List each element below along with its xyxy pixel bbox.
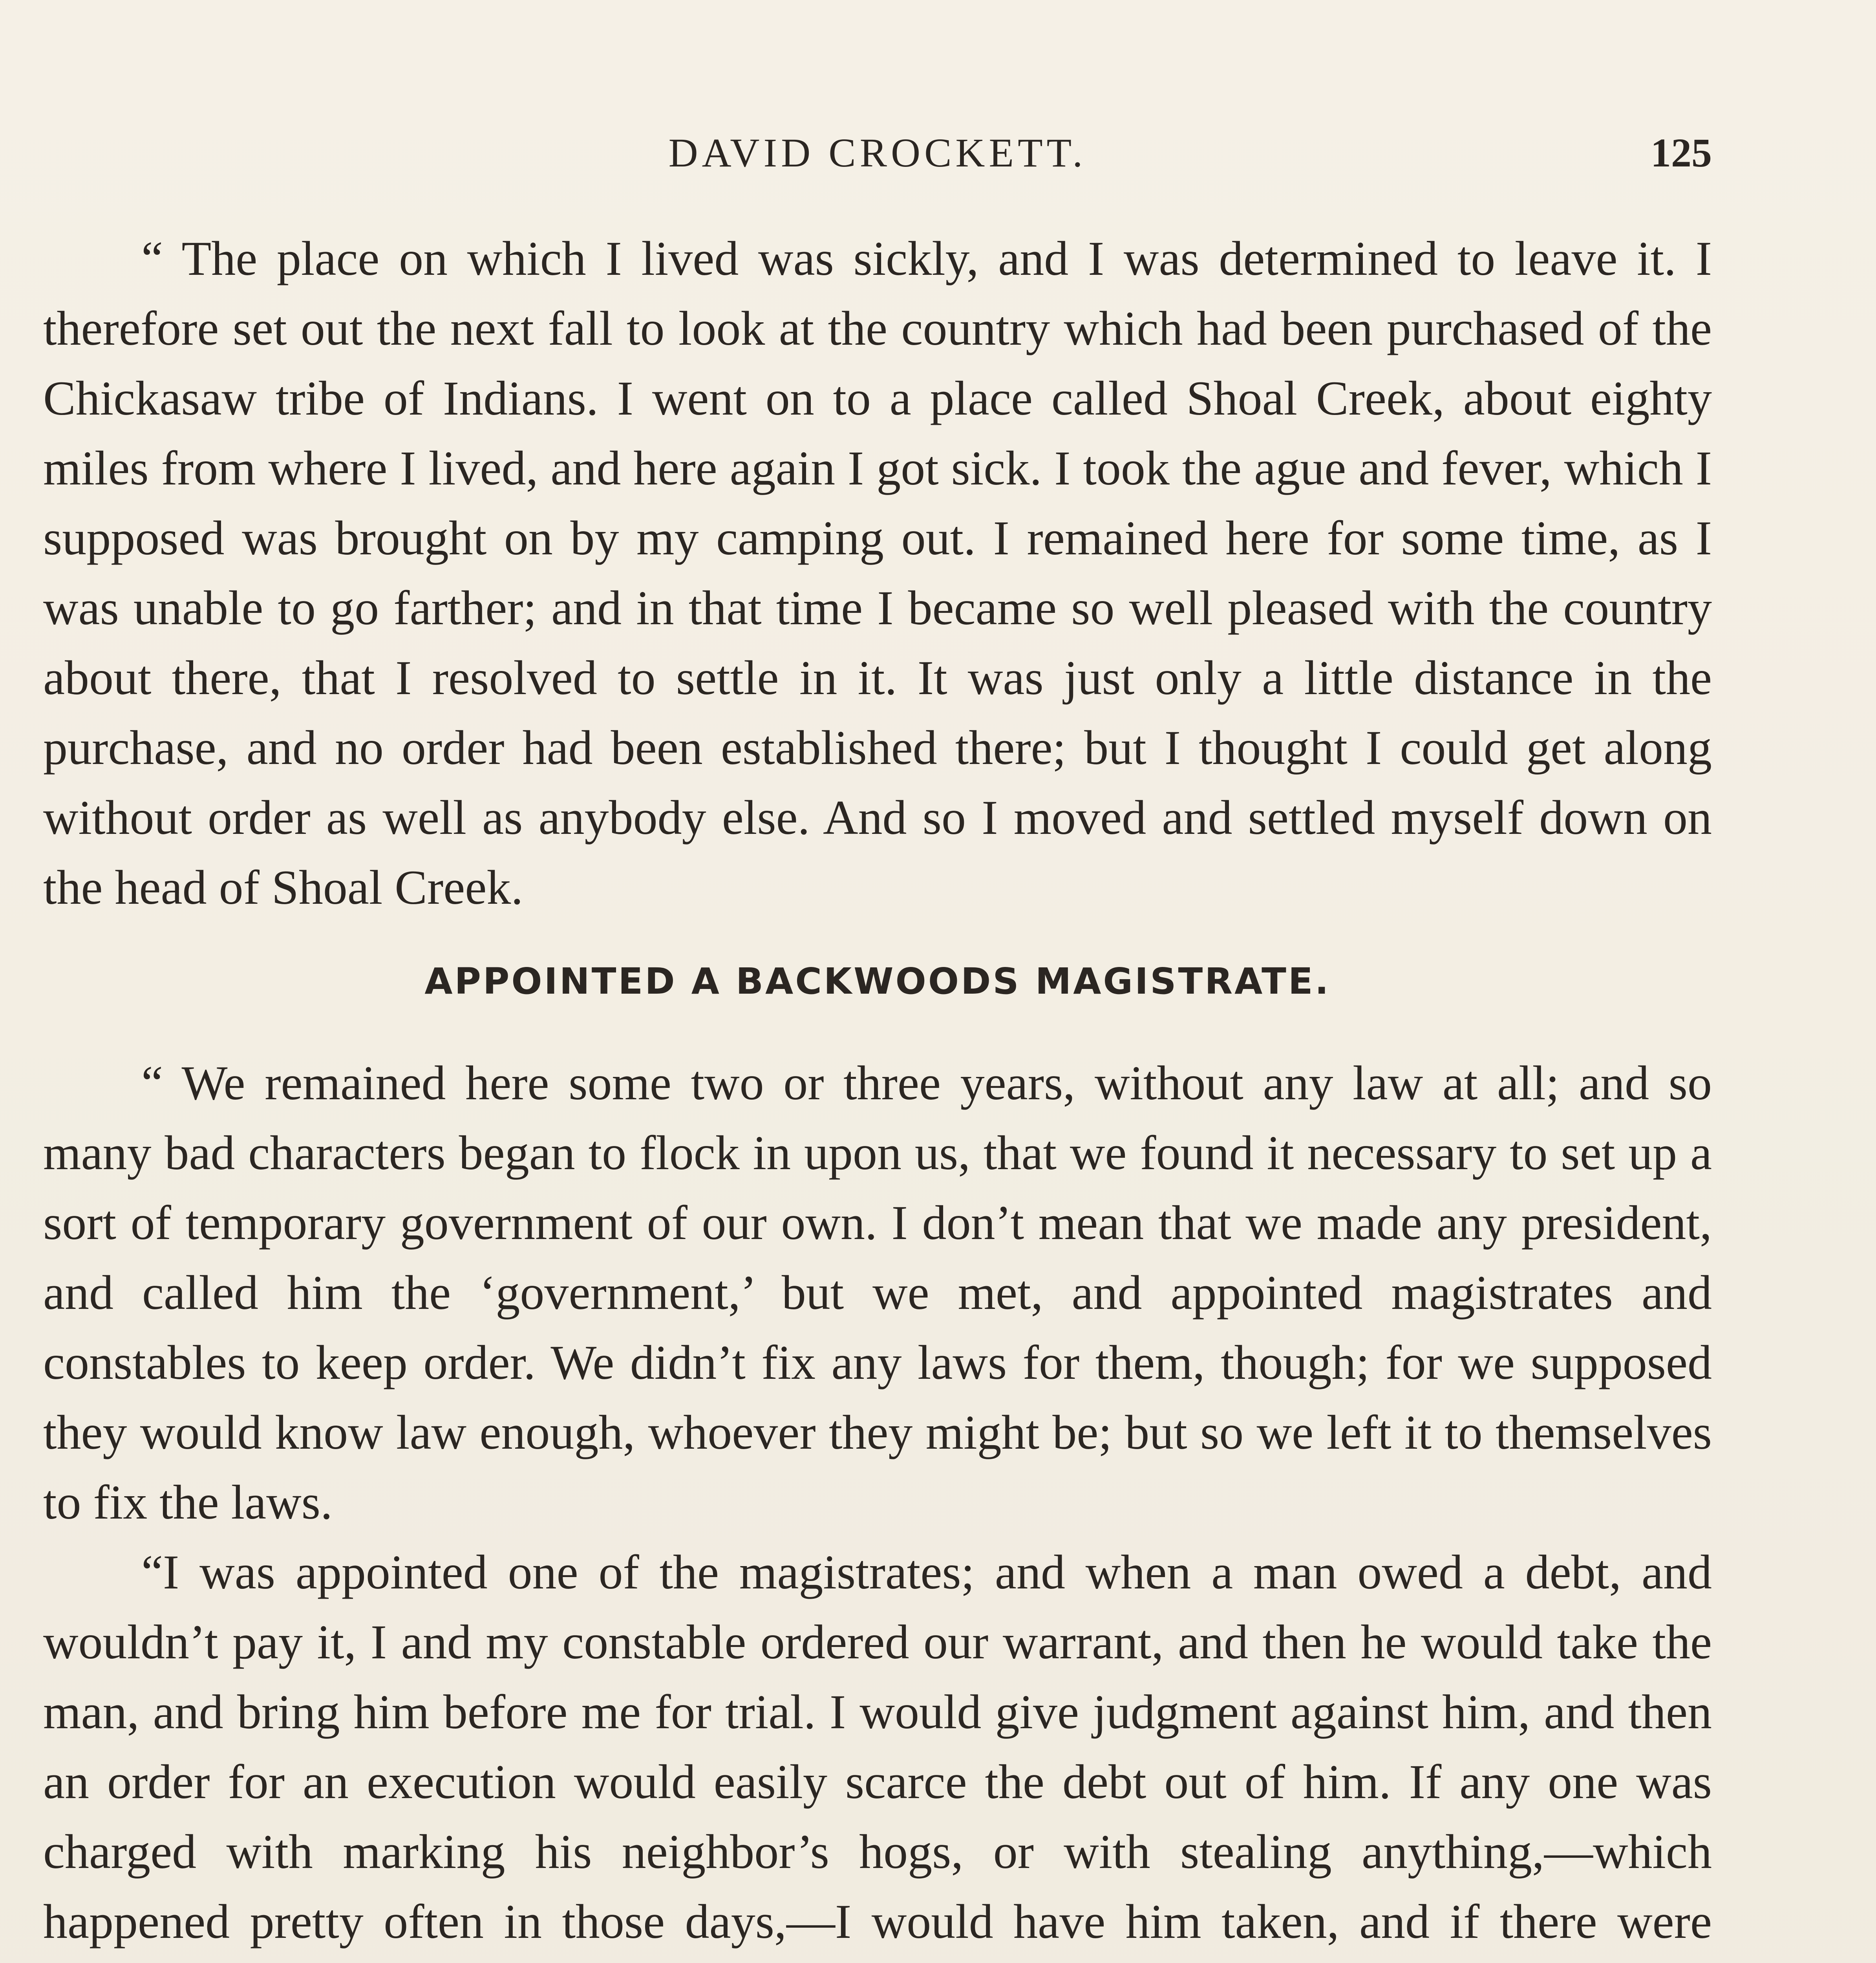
running-title: DAVID CROCKETT.	[668, 130, 1087, 175]
page-number: 125	[1651, 130, 1712, 175]
paragraph: “ The place on which I lived was sickly, and I was determined to leave it. I therefore set out the next fall to look at the country which had been purchased of the Chickasaw tribe of Indians. I went on to a place called Shoal Creek, about eighty miles from where I lived, and here again I got sick. I took the ague and fever, which I supposed was brought on by my camping out. I remained here for some time, as I was unable to go farther; and in that time I became so well pleased with the country about there, that I resolved to settle in it. It was just only a little distance in the purchase, and no order had been established there; but I thought I could get along without order as well as anybody else. And so I moved and settled myself down on the head of Shoal Creek.	[43, 232, 1712, 914]
paragraph: “ We remained here some two or three years, without any law at all; and so many bad characters began to flock in upon us, that we found it necessary to set up a sort of temporary government of our own. I don’t mean that we made any president, and called him the ‘government,’ but we met, and appointed magistrates and constables to keep order. We didn’t fix any laws for them, though; for we supposed they would know law enough, whoever they might be; but so we left it to themselves to fix the laws.	[43, 1056, 1712, 1529]
page-header	[43, 130, 1712, 188]
body-text	[43, 224, 1712, 1963]
section-heading: APPOINTED A BACKWOODS MAGISTRATE.	[424, 960, 1331, 1002]
paragraph: “I was appointed one of the magistrates; and when a man owed a debt, and wouldn’t pay it, I and my constable ordered our warrant, and then he would take the man, and bring him before me for trial. I would give judgment against him, and then an order for an execution would easily scarce the debt out of him. If any one was charged with marking his neighbor’s hogs, or with stealing anything,—which happened pretty often in those days,—I would have him taken, and if there were	[43, 1545, 1712, 1948]
